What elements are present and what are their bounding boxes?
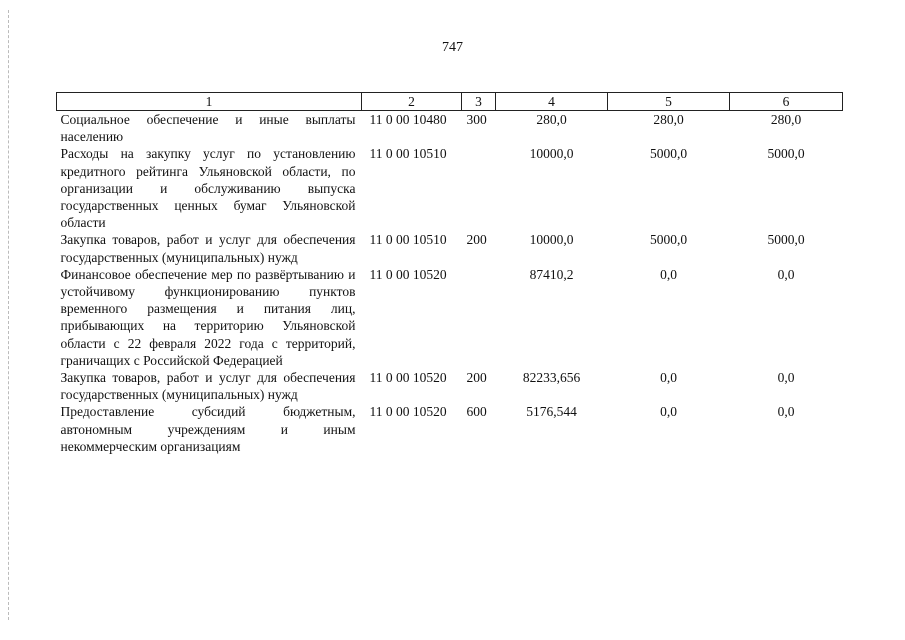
row-value-1: 10000,0 — [529, 146, 574, 162]
table-row — [57, 145, 843, 231]
row-value-2: 5000,0 — [649, 146, 688, 162]
row-type: 300 — [466, 112, 487, 127]
row-value-3: 0,0 — [777, 266, 795, 282]
page-number: 747 — [442, 40, 463, 55]
table-row — [57, 403, 843, 455]
row-code: 11 0 00 10480 — [369, 112, 447, 127]
row-code: 11 0 00 10510 — [369, 232, 447, 248]
row-description: Финансовое обеспечение мер по развёртыванию и устойчивому функционированию пунктов временного размещения и питания лиц, прибывающих на территорию Ульяновской области с 22 февраля 2022 года с территорий, граничащих с Российской Федерацией — [60, 266, 356, 368]
row-value-2: 5000,0 — [649, 232, 688, 248]
table-row — [57, 111, 843, 146]
row-description: Закупка товаров, работ и услуг для обеспечения государственных (муниципальных) нужд — [60, 232, 356, 265]
col-header-5: 5 — [608, 93, 730, 111]
table-row — [57, 231, 843, 265]
row-value-1: 82233,656 — [522, 370, 581, 386]
table-row — [57, 369, 843, 403]
row-code: 11 0 00 10520 — [369, 266, 447, 282]
row-type: 200 — [466, 232, 487, 248]
row-code: 11 0 00 10520 — [369, 404, 447, 420]
row-value-3: 5000,0 — [767, 146, 805, 162]
row-type — [462, 145, 496, 231]
col-header-4: 4 — [496, 93, 608, 111]
row-value-1: 5176,544 — [526, 404, 577, 420]
table-header-row — [57, 93, 843, 111]
row-code: 11 0 00 10510 — [369, 146, 447, 162]
row-value-1: 87410,2 — [529, 266, 574, 282]
row-description: Социальное обеспечение и иные выплаты населению — [60, 112, 356, 145]
table-row — [57, 266, 843, 369]
row-value-3: 5000,0 — [767, 232, 805, 248]
row-type — [462, 266, 496, 369]
row-type: 600 — [466, 404, 487, 420]
row-value-1: 10000,0 — [529, 232, 574, 248]
row-value-2: 280,0 — [653, 112, 684, 127]
row-type: 200 — [466, 370, 487, 386]
row-value-3: 0,0 — [777, 370, 795, 386]
page-edge-line — [8, 10, 10, 620]
row-value-1: 280,0 — [536, 112, 567, 127]
col-header-3: 3 — [462, 93, 496, 111]
row-value-3: 0,0 — [777, 404, 795, 420]
row-value-3: 280,0 — [770, 112, 802, 127]
col-header-1: 1 — [57, 93, 362, 111]
budget-table — [56, 92, 843, 455]
row-description: Расходы на закупку услуг по установлению кредитного рейтинга Ульяновской области, по организации и обслуживанию выпуска государственных ценных бумаг Ульяновской области — [60, 146, 356, 231]
row-value-2: 0,0 — [660, 266, 677, 282]
row-description: Предоставление субсидий бюджетным, автономным учреждениям и иным некоммерческим организациям — [60, 404, 356, 454]
row-description: Закупка товаров, работ и услуг для обеспечения государственных (муниципальных) нужд — [60, 370, 356, 403]
row-code: 11 0 00 10520 — [369, 370, 447, 386]
row-value-2: 0,0 — [660, 370, 677, 386]
col-header-6: 6 — [730, 93, 843, 111]
row-value-2: 0,0 — [660, 404, 677, 420]
col-header-2: 2 — [362, 93, 462, 111]
